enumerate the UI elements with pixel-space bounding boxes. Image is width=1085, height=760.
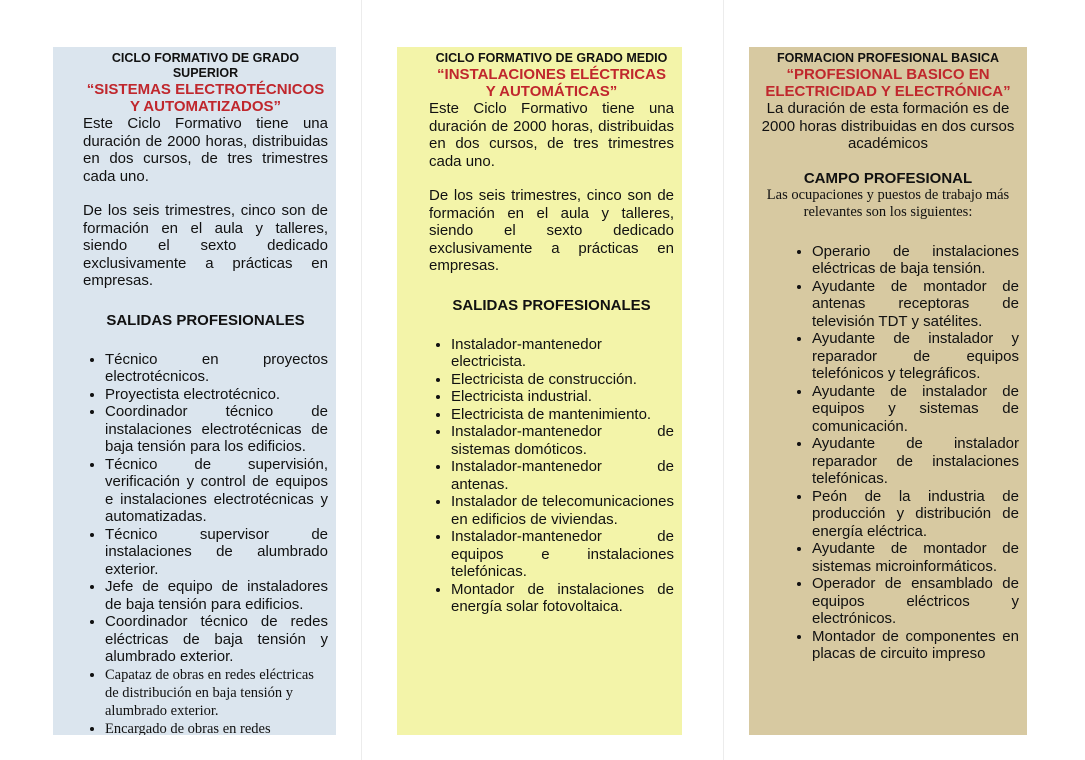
column3-section-title: CAMPO PROFESIONAL	[803, 169, 973, 187]
column-grado-medio	[397, 47, 682, 735]
column3-title-line1: “PROFESIONAL BASICO EN	[786, 66, 990, 83]
list-item: • Montador de componentes en placas de circuito impreso	[812, 628, 1019, 663]
list-item: • Instalador-mantenedor de equipos e instalaciones telefónicas.	[451, 528, 674, 581]
list-item: • Capataz de obras en redes eléctricas de distribución en baja tensión y alumbrado exterior.	[105, 666, 328, 720]
column3-kicker: FORMACION PROFESIONAL BASICA	[777, 51, 999, 65]
list-item: • Técnico de supervisión, verificación y control de equipos e instalaciones electrotécnicas y automatizadas.	[105, 456, 328, 526]
list-item: • Ayudante de montador de sistemas microinformáticos.	[812, 540, 1019, 575]
column2-list	[429, 336, 674, 616]
column2-paragraph2: De los seis trimestres, cinco son de formación en el aula y talleres, siendo el sexto dedicado exclusivamente a prácticas en empresas.	[429, 187, 674, 274]
column3-paragraph1: La duración de esta formación es de 2000 horas distribuidas en dos cursos académicos	[761, 100, 1015, 152]
column1-list	[83, 351, 328, 736]
column2-paragraph1: Este Ciclo Formativo tiene una duración de 2000 horas, distribuidas en dos cursos, de tres trimestres cada uno.	[429, 100, 674, 170]
list-item: • Operador de ensamblado de equipos eléctricos y electrónicos.	[812, 575, 1019, 628]
column3-title-line2: ELECTRICIDAD Y ELECTRÓNICA”	[765, 83, 1011, 100]
list-item: • Ayudante de montador de antenas receptoras de televisión TDT y satélites.	[812, 278, 1019, 331]
column2-title-line2: Y AUTOMÁTICAS”	[485, 83, 618, 100]
list-item: • Ayudante de instalador reparador de instalaciones telefónicas.	[812, 435, 1019, 488]
column2-section-title: SALIDAS PROFESIONALES	[452, 296, 651, 314]
list-item: • Montador de instalaciones de energía solar fotovoltaica.	[451, 581, 674, 616]
list-item: • Técnico en proyectos electrotécnicos.	[105, 351, 328, 386]
list-item: • Peón de la industria de producción y distribución de energía eléctrica.	[812, 488, 1019, 541]
list-item: • Técnico supervisor de instalaciones de alumbrado exterior.	[105, 526, 328, 579]
column3-intro: Las ocupaciones y puestos de trabajo más relevantes son los siguientes:	[766, 186, 1010, 220]
column3-list	[757, 243, 1019, 663]
fold-line-left	[361, 0, 362, 760]
list-item: • Electricista de construcción.	[451, 371, 674, 389]
column1-title-line1: “SISTEMAS ELECTROTÉCNICOS	[86, 81, 325, 98]
column2-kicker: CICLO FORMATIVO DE GRADO MEDIO	[435, 51, 668, 65]
column2-title-line1: “INSTALACIONES ELÉCTRICAS	[437, 66, 666, 83]
column1-paragraph1: Este Ciclo Formativo tiene una duración de 2000 horas, distribuidas en dos cursos, de tres trimestres cada uno.	[83, 115, 328, 185]
column1-paragraph2: De los seis trimestres, cinco son de formación en el aula y talleres, siendo el sexto dedicado exclusivamente a prácticas en empresas.	[83, 202, 328, 289]
column1-section-title: SALIDAS PROFESIONALES	[106, 311, 305, 329]
list-item: • Instalador-mantenedor electricista.	[451, 336, 674, 371]
list-item: • Instalador-mantenedor de antenas.	[451, 458, 674, 493]
list-item: • Operario de instalaciones eléctricas de baja tensión.	[812, 243, 1019, 278]
list-item: • Proyectista electrotécnico.	[105, 386, 328, 404]
list-item: • Instalador de telecomunicaciones en edificios de viviendas.	[451, 493, 674, 528]
column-grado-superior	[53, 47, 336, 735]
list-item: • Instalador-mantenedor de sistemas domóticos.	[451, 423, 674, 458]
list-item: • Coordinador técnico de redes eléctricas de baja tensión y alumbrado exterior.	[105, 613, 328, 666]
list-item: • Ayudante de instalador de equipos y sistemas de comunicación.	[812, 383, 1019, 436]
column-fp-basica	[749, 47, 1027, 735]
list-item: • Encargado de obras en redes	[105, 720, 328, 736]
list-item: • Jefe de equipo de instaladores de baja tensión para edificios.	[105, 578, 328, 613]
fold-line-right	[723, 0, 724, 760]
list-item: • Coordinador técnico de instalaciones electrotécnicas de baja tensión para los edificios.	[105, 403, 328, 456]
column1-title-line2: Y AUTOMATIZADOS”	[129, 98, 282, 115]
list-item: • Electricista industrial.	[451, 388, 674, 406]
column1-kicker: CICLO FORMATIVO DE GRADO SUPERIOR	[111, 51, 300, 80]
list-item: • Electricista de mantenimiento.	[451, 406, 674, 424]
list-item: • Ayudante de instalador y reparador de equipos telefónicos y telegráficos.	[812, 330, 1019, 383]
